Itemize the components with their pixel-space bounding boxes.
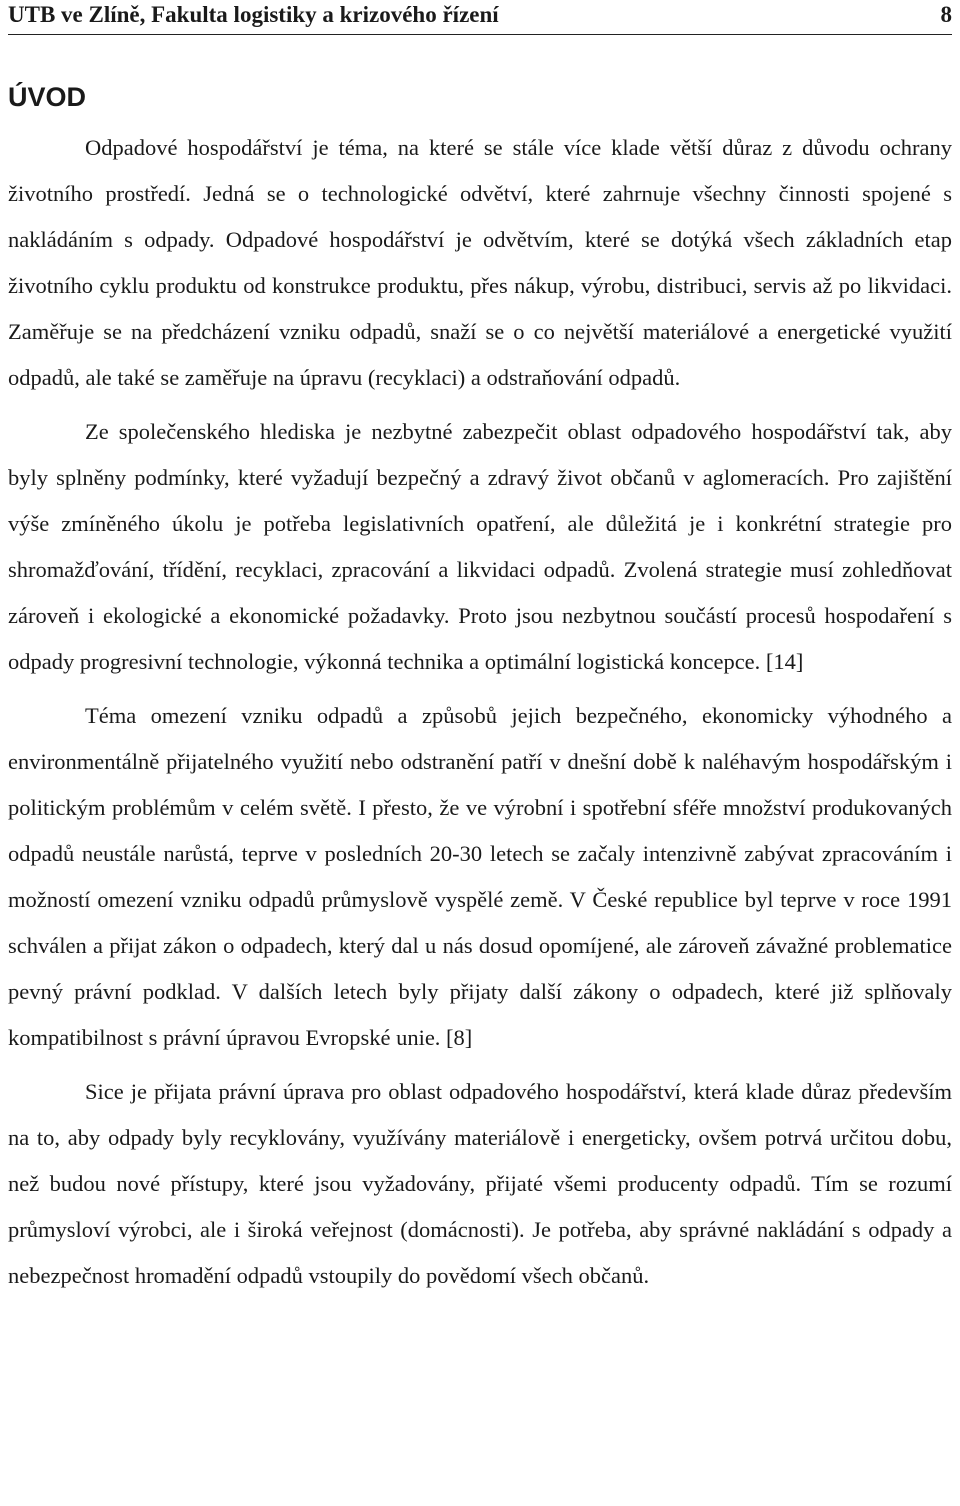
running-header: [8, 0, 952, 35]
body-text: [8, 125, 952, 1299]
paragraph-4: Sice je přijata právní úprava pro oblast odpadového hospodářství, která klade důraz především na to, aby odpady byly recyklovány, využívány materiálově i energeticky, ovšem potrvá určitou dobu, než budou nové přístupy, které jsou vyžadovány, přijaté všemi producenty odpadů. Tím se rozumí průmysloví výrobci, ale i široká veřejnost (domácnosti). Je potřeba, aby správné nakládání s odpady a nebezpečnost hromadění odpadů vstoupily do povědomí všech občanů.: [8, 1079, 952, 1288]
paragraph-3: Téma omezení vzniku odpadů a způsobů jejich bezpečného, ekonomicky výhodného a environmentálně přijatelného využití nebo odstranění patří v dnešní době k naléhavým hospodářským i politickým problémům v celém světě. I přesto, že ve výrobní i spotřební sféře množství produkovaných odpadů neustále narůstá, teprve v posledních 20-30 letech se začaly intenzivně zabývat zpracováním i možností omezení vzniku odpadů průmyslově vyspělé země. V České republice byl teprve v roce 1991 schválen a přijat zákon o odpadech, který dal u nás dosud opomíjené, ale zároveň závažné problematice pevný právní podklad. V dalších letech byly přijaty další zákony o odpadech, které již splňovaly kompatibilnost s právní úpravou Evropské unie. [8]: [8, 703, 952, 1050]
paragraph-1: Odpadové hospodářství je téma, na které se stále více klade větší důraz z důvodu ochrany životního prostředí. Jedná se o technologické odvětví, které zahrnuje všechny činnosti spojené s nakládáním s odpady. Odpadové hospodářství je odvětvím, které se dotýká všech základních etap životního cyklu produktu od konstrukce produktu, přes nákup, výrobu, distribuci, servis až po likvidaci. Zaměřuje se na předcházení vzniku odpadů, snaží se o co největší materiálové a energetické využití odpadů, ale také se zaměřuje na úpravu (recyklaci) a odstraňování odpadů.: [8, 135, 952, 390]
section-title: ÚVOD: [8, 82, 87, 112]
header-title: UTB ve Zlíně, Fakulta logistiky a krizového řízení: [8, 2, 499, 27]
page-number: 8: [940, 2, 952, 27]
document-page: [8, 0, 952, 1299]
paragraph-2: Ze společenského hlediska je nezbytné zabezpečit oblast odpadového hospodářství tak, aby byly splněny podmínky, které vyžadují bezpečný a zdravý život občanů v aglomeracích. Pro zajištění výše zmíněného úkolu je potřeba legislativních opatření, ale důležitá je i konkrétní strategie pro shromažďování, třídění, recyklaci, zpracování a likvidaci odpadů. Zvolená strategie musí zohledňovat zároveň i ekologické a ekonomické požadavky. Proto jsou nezbytnou součástí procesů hospodaření s odpady progresivní technologie, výkonná technika a optimální logistická koncepce. [14]: [8, 419, 952, 674]
